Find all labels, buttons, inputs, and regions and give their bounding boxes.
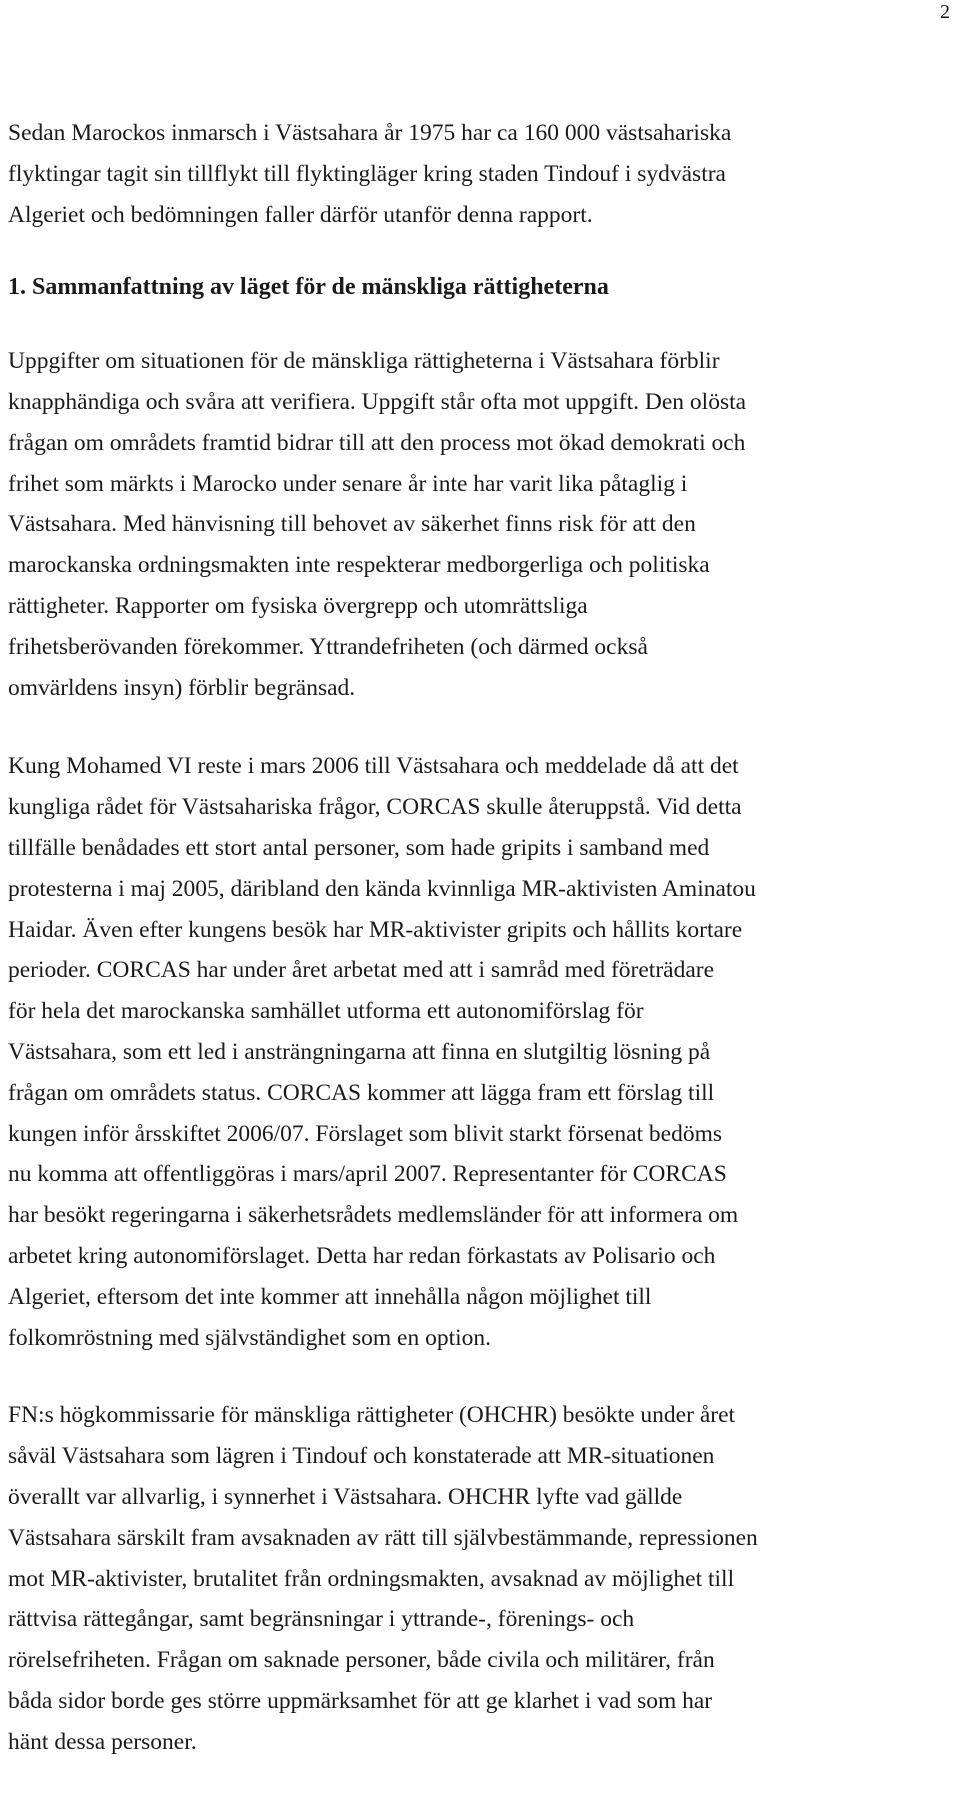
section-heading: 1. Sammanfattning av läget för de mänskliga rättigheterna — [8, 274, 609, 301]
text-line: frihet som märkts i Marocko under senare år inte har varit lika påtaglig i — [8, 470, 688, 497]
text-line: för hela det marockanska samhället utforma ett autonomiförslag för — [8, 998, 644, 1025]
text-line: folkomröstning med självständighet som en option. — [8, 1324, 492, 1351]
text-line: Västsahara särskilt fram avsaknaden av rätt till självbestämmande, repressionen — [8, 1524, 758, 1551]
text-line: Haidar. Även efter kungens besök har MR-aktivister gripits och hållits kortare — [8, 916, 743, 943]
text-line: rättvisa rättegångar, samt begränsningar i yttrande-, förenings- och — [8, 1606, 635, 1633]
text-line: frihetsberövanden förekommer. Yttrandefriheten (och därmed också — [8, 633, 648, 660]
text-line: tillfälle benådades ett stort antal personer, som hade gripits i samband med — [8, 834, 710, 861]
text-line: perioder. CORCAS har under året arbetat med att i samråd med företrädare — [8, 957, 715, 984]
text-line: flyktingar tagit sin tillflykt till flyktingläger kring staden Tindouf i sydvästra — [8, 160, 726, 187]
intro-paragraph — [8, 113, 948, 235]
text-line: frågan om områdets status. CORCAS kommer att lägga fram ett förslag till — [8, 1079, 715, 1106]
text-line: protesterna i maj 2005, däribland den kända kvinnliga MR-aktivisten Aminatou — [8, 875, 756, 902]
text-line: omvärldens insyn) förblir begränsad. — [8, 674, 356, 701]
text-line: arbetet kring autonomiförslaget. Detta har redan förkastats av Polisario och — [8, 1242, 716, 1269]
text-line: Algeriet, eftersom det inte kommer att innehålla någon möjlighet till — [8, 1283, 652, 1310]
text-line: rörelsefriheten. Frågan om saknade personer, både civila och militärer, från — [8, 1647, 715, 1674]
text-line: Uppgifter om situationen för de mänskliga rättigheterna i Västsahara förblir — [8, 348, 720, 375]
text-line: såväl Västsahara som lägren i Tindouf och konstaterade att MR-situationen — [8, 1443, 715, 1470]
text-line: kungliga rådet för Västsahariska frågor, CORCAS skulle återuppstå. Vid detta — [8, 794, 742, 821]
summary-paragraph — [8, 341, 948, 708]
text-line: mot MR-aktivister, brutalitet från ordningsmakten, avsaknad av möjlighet till — [8, 1565, 735, 1592]
text-line: Algeriet och bedömningen faller därför utanför denna rapport. — [8, 201, 593, 228]
text-line: rättigheter. Rapporter om fysiska övergrepp och utomrättsliga — [8, 592, 588, 619]
text-line: knapphändiga och svåra att verifiera. Uppgift står ofta mot uppgift. Den olösta — [8, 388, 747, 415]
document-body — [8, 113, 948, 1762]
text-line: Sedan Marockos inmarsch i Västsahara år 1975 har ca 160 000 västsahariska — [8, 120, 732, 146]
text-line: Västsahara. Med hänvisning till behovet av säkerhet finns risk för att den — [8, 511, 696, 538]
text-line: överallt var allvarlig, i synnerhet i Västsahara. OHCHR lyfte vad gällde — [8, 1483, 683, 1510]
text-line: Västsahara, som ett led i ansträngningarna att finna en slutgiltig lösning på — [8, 1038, 711, 1065]
text-line: nu komma att offentliggöras i mars/april 2007. Representanter för CORCAS — [8, 1161, 727, 1188]
corcas-paragraph — [8, 746, 948, 1358]
text-line: har besökt regeringarna i säkerhetsrådets medlemsländer för att informera om — [8, 1202, 739, 1229]
text-line: hänt dessa personer. — [8, 1728, 197, 1755]
text-line: marockanska ordningsmakten inte respekterar medborgerliga och politiska — [8, 552, 710, 579]
ohchr-paragraph — [8, 1395, 948, 1762]
text-line: FN:s högkommissarie för mänskliga rättigheter (OHCHR) besökte under året — [8, 1402, 736, 1429]
text-line: Kung Mohamed VI reste i mars 2006 till Västsahara och meddelade då att det — [8, 753, 739, 780]
text-line: kungen inför årsskiftet 2006/07. Förslaget som blivit starkt försenat bedöms — [8, 1120, 723, 1147]
text-line: frågan om områdets framtid bidrar till att den process mot ökad demokrati och — [8, 429, 746, 456]
page-number: 2 — [940, 1, 950, 23]
text-line: båda sidor borde ges större uppmärksamhet för att ge klarhet i vad som har — [8, 1687, 713, 1714]
